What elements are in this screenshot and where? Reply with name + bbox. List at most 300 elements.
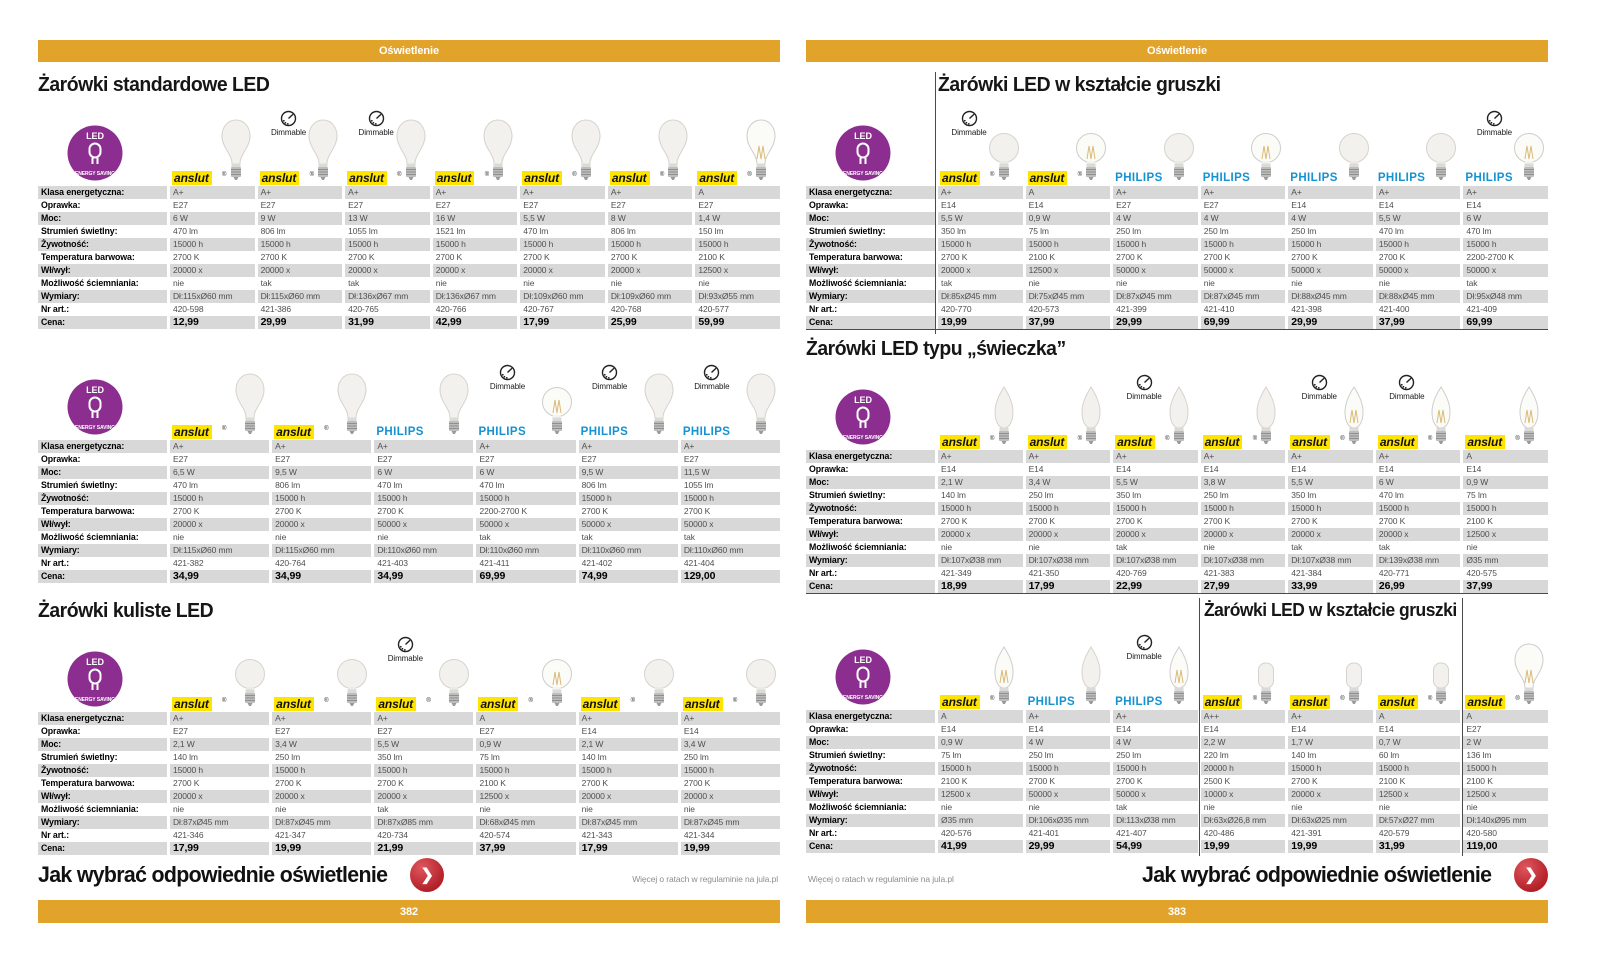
price-value: 19,99 bbox=[272, 842, 371, 855]
page-382 bbox=[38, 0, 780, 980]
spec-value: Dł:109xØ60 mm bbox=[608, 290, 693, 303]
spec-value: 420-579 bbox=[1378, 828, 1410, 838]
spec-value: E27 bbox=[377, 726, 393, 736]
spec-value: tak bbox=[1466, 278, 1478, 288]
spec-value: 15000 h bbox=[170, 764, 269, 777]
price-value: 29,99 bbox=[258, 316, 343, 329]
spec-value: 2700 K bbox=[523, 252, 550, 262]
spec-value: A+ bbox=[1113, 186, 1198, 199]
spec-value: 4 W bbox=[1201, 212, 1286, 225]
page-number: 382 bbox=[399, 905, 419, 918]
bulb-globe-clear-icon bbox=[1249, 117, 1283, 186]
spec-value: Dł:107xØ38 mm bbox=[1288, 554, 1373, 567]
spec-value: E14 bbox=[941, 200, 956, 210]
spec-value: 2,1 W bbox=[938, 476, 1023, 489]
spec-row-label: Klasa energetyczna: bbox=[806, 450, 935, 463]
spec-value: nie bbox=[173, 804, 185, 814]
spec-value: 15000 h bbox=[520, 238, 605, 251]
svg-text:ENERGY SAVING: ENERGY SAVING bbox=[843, 435, 883, 441]
spec-row-label: Cena: bbox=[38, 570, 167, 583]
svg-text:ENERGY SAVING: ENERGY SAVING bbox=[75, 425, 115, 431]
spec-value: 421-349 bbox=[941, 568, 972, 578]
dimmable-label: Dimmable bbox=[1389, 392, 1425, 401]
spec-value: 1521 lm bbox=[435, 226, 466, 236]
spec-value: 20000 x bbox=[938, 528, 1023, 541]
price-value: 37,99 bbox=[1026, 316, 1111, 329]
spec-value: 15000 h bbox=[1288, 762, 1373, 775]
spec-value: 15000 h bbox=[170, 492, 269, 505]
philips-logo: PHILIPS bbox=[580, 426, 629, 438]
registered-mark: ® bbox=[1077, 172, 1082, 178]
price-value: 19,99 bbox=[1288, 840, 1373, 853]
spec-value: A bbox=[695, 186, 780, 199]
spec-value: 9,5 W bbox=[579, 466, 678, 479]
anslut-logo: anslut bbox=[376, 697, 416, 711]
spec-value: 5,5 W bbox=[1113, 476, 1198, 489]
spec-value: 15000 h bbox=[608, 238, 693, 251]
spec-value: 140 lm bbox=[941, 490, 966, 500]
products-table bbox=[806, 370, 1548, 594]
spec-value: Dł:107xØ38 mm bbox=[1113, 554, 1198, 567]
product-header bbox=[374, 632, 473, 712]
spec-value: 250 lm bbox=[1116, 750, 1142, 760]
spec-value: 12500 x bbox=[938, 788, 1023, 801]
spec-row-label: Możliwość ściemniania: bbox=[41, 804, 139, 814]
spec-value: Dł:110xØ60 mm bbox=[579, 544, 678, 557]
anslut-logo: anslut bbox=[683, 697, 723, 711]
price-value: 74,99 bbox=[579, 570, 678, 583]
spec-value: E14 bbox=[1203, 464, 1219, 474]
spec-value: tak bbox=[260, 278, 272, 288]
spec-value: E14 bbox=[1028, 464, 1044, 474]
spec-value: E27 bbox=[523, 200, 539, 210]
product-header bbox=[1113, 106, 1198, 186]
spec-value: 15000 h bbox=[1288, 238, 1373, 251]
spec-row-label: Klasa energetyczna: bbox=[38, 712, 167, 725]
spec-value: nie bbox=[523, 278, 535, 288]
price-value: 17,99 bbox=[1026, 580, 1111, 593]
spec-value: E27 bbox=[1203, 200, 1219, 210]
anslut-logo: anslut bbox=[1203, 695, 1243, 709]
spec-value: 0,9 W bbox=[1026, 212, 1111, 225]
spec-value: nie bbox=[698, 278, 710, 288]
anslut-logo: anslut bbox=[260, 171, 300, 185]
product-header bbox=[170, 106, 255, 186]
spec-value: 806 lm bbox=[610, 226, 636, 236]
anslut-logo: anslut bbox=[940, 435, 980, 449]
spec-value: A+ bbox=[608, 186, 693, 199]
spec-value: 2,1 W bbox=[170, 738, 269, 751]
dimmable-label: Dimmable bbox=[1126, 652, 1162, 661]
spec-row-label: Temperatura barwowa: bbox=[41, 778, 135, 788]
spec-value: 250 lm bbox=[1291, 226, 1317, 236]
spec-value: 15000 h bbox=[681, 764, 780, 777]
spec-value: 421-350 bbox=[1028, 568, 1060, 578]
spec-value: 2100 K bbox=[1028, 252, 1055, 262]
spec-row-label: Oprawka: bbox=[41, 200, 81, 210]
spec-value: E14 bbox=[1291, 200, 1307, 210]
how-to-choose-cta[interactable] bbox=[1142, 854, 1548, 896]
spec-value: nie bbox=[173, 278, 185, 288]
spec-value: 350 lm bbox=[1291, 490, 1317, 500]
spec-row-label: Wymiary: bbox=[38, 544, 167, 557]
product-header bbox=[1026, 370, 1111, 450]
dimmable-icon bbox=[1471, 110, 1517, 137]
spec-value: 2700 K bbox=[1203, 516, 1231, 526]
category-banner-label: Oświetlenie bbox=[1146, 45, 1208, 57]
spec-value: 350 lm bbox=[377, 752, 403, 762]
spec-value: nie bbox=[1116, 278, 1128, 288]
spec-value: 3,4 W bbox=[1026, 476, 1111, 489]
section-title: Żarówki standardowe LED bbox=[38, 74, 270, 96]
spec-value: 11,5 W bbox=[681, 466, 780, 479]
spec-value: 3,8 W bbox=[1201, 476, 1286, 489]
spec-value: 2100 K bbox=[941, 776, 968, 786]
spec-value: 6 W bbox=[476, 466, 575, 479]
spec-value: 420-764 bbox=[275, 558, 306, 568]
price-value: 29,99 bbox=[1288, 316, 1373, 329]
spec-value: E27 bbox=[275, 726, 290, 736]
dimmable-label: Dimmable bbox=[951, 128, 987, 137]
spec-value: A bbox=[1463, 450, 1548, 463]
spec-value: 20000 x bbox=[1288, 528, 1373, 541]
spec-value: 420-769 bbox=[1116, 568, 1147, 578]
arrow-right-icon[interactable]: ❯ bbox=[1514, 858, 1548, 892]
spec-value: 50000 x bbox=[1201, 264, 1286, 277]
spec-value: E14 bbox=[941, 724, 956, 734]
anslut-logo: anslut bbox=[478, 697, 518, 711]
spec-value: E14 bbox=[1203, 724, 1219, 734]
spec-value: Dł:109xØ60 mm bbox=[520, 290, 605, 303]
spec-value: nie bbox=[941, 542, 953, 552]
spec-value: E27 bbox=[173, 454, 188, 464]
spec-value: nie bbox=[1028, 542, 1040, 552]
spec-value: 20000 x bbox=[1376, 528, 1461, 541]
spec-value: E14 bbox=[1291, 724, 1307, 734]
spec-value: 2700 K bbox=[581, 778, 608, 788]
spec-value: 15000 h bbox=[579, 492, 678, 505]
product-header bbox=[938, 106, 1023, 186]
page-383 bbox=[806, 0, 1548, 980]
spec-value: Dł:88xØ45 mm bbox=[1376, 290, 1461, 303]
spec-row-label: Moc: bbox=[38, 466, 167, 479]
spec-row-label: Żywotność: bbox=[806, 762, 935, 775]
spec-value: 15000 h bbox=[476, 764, 575, 777]
spec-value: 8 W bbox=[608, 212, 693, 225]
spec-value: 15000 h bbox=[1463, 238, 1548, 251]
spec-value: 20000 x bbox=[374, 790, 473, 803]
spec-value: Dł:75xØ45 mm bbox=[1026, 290, 1111, 303]
spec-value: A+ bbox=[272, 712, 371, 725]
spec-value: Dł:110xØ60 mm bbox=[374, 544, 473, 557]
spec-value: A+ bbox=[681, 712, 780, 725]
spec-value: A+ bbox=[1463, 186, 1548, 199]
spec-value: 20000 x bbox=[272, 790, 371, 803]
registered-mark: ® bbox=[222, 698, 227, 704]
registered-mark: ® bbox=[1515, 436, 1520, 442]
spec-value: 50000 x bbox=[681, 518, 780, 531]
registered-mark: ® bbox=[484, 172, 490, 178]
anslut-logo: anslut bbox=[1465, 435, 1505, 449]
spec-value: 420-574 bbox=[479, 830, 510, 840]
dimmable-label: Dimmable bbox=[1301, 392, 1337, 401]
spec-value: Dł:115xØ60 mm bbox=[170, 544, 269, 557]
bulb-a-icon bbox=[642, 371, 676, 440]
spec-value: 250 lm bbox=[1116, 226, 1142, 236]
spec-value: 420-767 bbox=[523, 304, 554, 314]
spec-value: 20000 x bbox=[170, 790, 269, 803]
product-header bbox=[1376, 106, 1461, 186]
registered-mark: ® bbox=[1515, 696, 1520, 702]
section-title: Żarówki LED w kształcie gruszki bbox=[938, 74, 1221, 96]
product-header bbox=[433, 106, 518, 186]
spec-value: tak bbox=[1291, 542, 1303, 552]
spec-value: A bbox=[1376, 710, 1461, 723]
philips-logo: PHILIPS bbox=[1290, 172, 1338, 184]
dimmable-icon bbox=[946, 110, 992, 137]
philips-logo: PHILIPS bbox=[1202, 172, 1251, 184]
spec-row-label: Nr art.: bbox=[809, 304, 838, 314]
anslut-logo: anslut bbox=[1290, 695, 1330, 709]
spec-value: 6 W bbox=[170, 212, 255, 225]
spec-value: Dł:110xØ60 mm bbox=[476, 544, 575, 557]
spec-value: 3,4 W bbox=[272, 738, 371, 751]
products-table bbox=[806, 630, 1548, 853]
bulb-a-icon bbox=[233, 371, 267, 440]
spec-value: 2700 K bbox=[1116, 516, 1143, 526]
spec-value: 50000 x bbox=[1463, 264, 1548, 277]
spec-value: 4 W bbox=[1113, 212, 1198, 225]
spec-value: 5,5 W bbox=[374, 738, 473, 751]
spec-value: 2100 K bbox=[479, 778, 506, 788]
spec-value: 806 lm bbox=[581, 480, 607, 490]
anslut-logo: anslut bbox=[940, 171, 980, 185]
dimmable-label: Dimmable bbox=[358, 128, 394, 137]
dimmable-icon bbox=[484, 364, 530, 391]
spec-value: 12500 x bbox=[1376, 788, 1461, 801]
spec-value: nie bbox=[1291, 278, 1303, 288]
dimmable-icon bbox=[689, 364, 735, 391]
spec-value: 20000 x bbox=[258, 264, 343, 277]
spec-value: 2700 K bbox=[941, 252, 968, 262]
product-header bbox=[1201, 370, 1286, 450]
spec-value: 421-400 bbox=[1378, 304, 1410, 314]
spec-value: 0,9 W bbox=[1463, 476, 1548, 489]
spec-row-label: Oprawka: bbox=[809, 200, 849, 210]
spec-value: E14 bbox=[1028, 724, 1044, 734]
spec-value: 421-403 bbox=[377, 558, 408, 568]
spec-value: 140 lm bbox=[581, 752, 607, 762]
spec-value: E14 bbox=[1466, 200, 1482, 210]
spec-value: Dł:140xØ95 mm bbox=[1463, 814, 1548, 827]
spec-row-label: Nr art.: bbox=[809, 828, 838, 838]
spec-value: tak bbox=[479, 532, 491, 542]
spec-row-label: Wymiary: bbox=[38, 816, 167, 829]
spec-value: Dł:115xØ60 mm bbox=[170, 290, 255, 303]
dimmable-icon bbox=[1384, 374, 1430, 401]
registered-mark: ® bbox=[1340, 436, 1345, 442]
spec-value: 2100 K bbox=[1378, 776, 1406, 786]
anslut-logo: anslut bbox=[522, 171, 562, 185]
dimmable-label: Dimmable bbox=[592, 382, 628, 391]
spec-value: E27 bbox=[698, 200, 714, 210]
spec-value: E14 bbox=[1466, 464, 1482, 474]
spec-value: 421-386 bbox=[260, 304, 292, 314]
spec-value: 2700 K bbox=[1378, 252, 1406, 262]
spec-value: 1055 lm bbox=[683, 480, 714, 490]
product-header bbox=[1113, 630, 1198, 710]
spec-value: nie bbox=[1378, 802, 1390, 812]
product-header bbox=[579, 632, 678, 712]
spec-value: tak bbox=[377, 804, 389, 814]
bulb-globe-icon bbox=[1424, 117, 1458, 186]
anslut-logo: anslut bbox=[610, 171, 650, 185]
svg-text:LED: LED bbox=[86, 657, 104, 667]
spec-value: 421-343 bbox=[581, 830, 613, 840]
spec-value: 15000 h bbox=[1463, 762, 1548, 775]
led-energy-saving-badge-icon bbox=[806, 106, 935, 186]
spec-value: 20000 x bbox=[170, 518, 269, 531]
spec-row-label: Cena: bbox=[38, 842, 167, 855]
spec-value: 1,7 W bbox=[1288, 736, 1373, 749]
price-value: 18,99 bbox=[938, 580, 1023, 593]
price-value: 119,00 bbox=[1463, 840, 1548, 853]
spec-row-label: Moc: bbox=[806, 212, 935, 225]
spec-value: 421-391 bbox=[1291, 828, 1322, 838]
bulb-candle-icon bbox=[1074, 641, 1108, 710]
spec-value: nie bbox=[581, 804, 593, 814]
spec-value: 15000 h bbox=[170, 238, 255, 251]
spec-value: Ø35 mm bbox=[1463, 554, 1548, 567]
spec-value: 15000 h bbox=[374, 492, 473, 505]
spec-value: E27 bbox=[683, 454, 699, 464]
spec-row-label: Wł/wył: bbox=[38, 790, 167, 803]
arrow-right-icon[interactable]: ❯ bbox=[410, 858, 444, 892]
spec-row-label: Wł/wył: bbox=[38, 518, 167, 531]
spec-value: 15000 h bbox=[272, 764, 371, 777]
spec-row-label: Żywotność: bbox=[38, 764, 167, 777]
spec-row-label: Strumień świetlny: bbox=[41, 226, 118, 236]
spec-value: 421-401 bbox=[1028, 828, 1060, 838]
spec-value: 75 lm bbox=[1028, 226, 1049, 236]
spec-value: 2700 K bbox=[173, 252, 200, 262]
spec-row-label: Temperatura barwowa: bbox=[809, 252, 903, 262]
spec-value: E14 bbox=[1378, 200, 1394, 210]
spec-value: 75 lm bbox=[1466, 490, 1487, 500]
spec-value: 421-382 bbox=[173, 558, 204, 568]
anslut-logo: anslut bbox=[1115, 435, 1155, 449]
spec-value: 2700 K bbox=[260, 252, 287, 262]
svg-text:ENERGY SAVING: ENERGY SAVING bbox=[75, 697, 115, 703]
spec-value: A+ bbox=[520, 186, 605, 199]
spec-value: 60 lm bbox=[1378, 750, 1400, 760]
product-header bbox=[1113, 370, 1198, 450]
spec-value: nie bbox=[1028, 278, 1040, 288]
spec-value: 420-770 bbox=[941, 304, 972, 314]
page-number-bar bbox=[38, 900, 780, 923]
spec-value: 2700 K bbox=[1291, 252, 1318, 262]
spec-value: 15000 h bbox=[433, 238, 518, 251]
how-to-choose-cta[interactable] bbox=[38, 854, 444, 896]
spec-value: 2500 K bbox=[1203, 776, 1231, 786]
spec-row-label: Nr art.: bbox=[41, 558, 70, 568]
spec-value: 6 W bbox=[1463, 212, 1548, 225]
price-value: 26,99 bbox=[1376, 580, 1461, 593]
spec-value: nie bbox=[479, 804, 491, 814]
spec-value: Dł:87xØ45 mm bbox=[272, 816, 371, 829]
led-energy-saving-badge-icon bbox=[38, 360, 167, 440]
registered-mark: ® bbox=[222, 172, 227, 178]
spec-value: E27 bbox=[610, 200, 626, 210]
spec-value: A bbox=[476, 712, 575, 725]
spec-value: 2700 K bbox=[610, 252, 638, 262]
spec-value: Dł:107xØ38 mm bbox=[1026, 554, 1111, 567]
dimmable-label: Dimmable bbox=[1126, 392, 1162, 401]
spec-value: 15000 h bbox=[938, 502, 1023, 515]
product-header bbox=[170, 632, 269, 712]
product-header bbox=[938, 370, 1023, 450]
spec-value: A+ bbox=[1288, 186, 1373, 199]
spec-value: 9 W bbox=[258, 212, 343, 225]
spec-value: 350 lm bbox=[1116, 490, 1142, 500]
anslut-logo: anslut bbox=[1028, 435, 1068, 449]
spec-value: 250 lm bbox=[683, 752, 709, 762]
category-banner bbox=[38, 40, 780, 62]
bulb-a-icon bbox=[744, 371, 778, 440]
spec-value: Dł:88xØ45 mm bbox=[1288, 290, 1373, 303]
spec-value: 5,5 W bbox=[938, 212, 1023, 225]
spec-value: E27 bbox=[377, 454, 393, 464]
dimmable-label: Dimmable bbox=[489, 382, 526, 391]
spec-row-label: Oprawka: bbox=[809, 724, 849, 734]
price-value: 19,99 bbox=[1201, 840, 1286, 853]
spec-value: A+ bbox=[170, 712, 269, 725]
spec-value: nie bbox=[275, 532, 287, 542]
spec-row-label: Strumień świetlny: bbox=[41, 752, 118, 762]
spec-value: 421-399 bbox=[1116, 304, 1147, 314]
spec-value: 2700 K bbox=[1028, 516, 1055, 526]
dimmable-icon bbox=[1296, 374, 1342, 401]
section-kuliste-led bbox=[38, 600, 780, 855]
anslut-logo: anslut bbox=[1290, 435, 1330, 449]
page-number: 383 bbox=[1167, 905, 1187, 918]
spec-value: 2700 K bbox=[1378, 516, 1406, 526]
spec-row-label: Wymiary: bbox=[806, 814, 935, 827]
spec-value: 12500 x bbox=[1026, 264, 1111, 277]
spec-value: 421-402 bbox=[581, 558, 613, 568]
price-value: 41,99 bbox=[938, 840, 1023, 853]
spec-value: nie bbox=[275, 804, 287, 814]
spec-value: Dł:136xØ67 mm bbox=[345, 290, 430, 303]
spec-row-label: Oprawka: bbox=[809, 464, 849, 474]
spec-value: 15000 h bbox=[1113, 238, 1198, 251]
spec-value: 421-404 bbox=[683, 558, 715, 568]
product-header bbox=[1288, 106, 1373, 186]
spec-value: 15000 h bbox=[1113, 502, 1198, 515]
product-header bbox=[476, 360, 575, 440]
spec-value: 420-598 bbox=[173, 304, 204, 314]
anslut-logo: anslut bbox=[581, 697, 621, 711]
spec-value: 470 lm bbox=[1466, 226, 1492, 236]
spec-value: 20000 x bbox=[1026, 528, 1111, 541]
spec-row-label: Klasa energetyczna: bbox=[806, 186, 935, 199]
price-value: 34,99 bbox=[170, 570, 269, 583]
philips-logo: PHILIPS bbox=[376, 426, 424, 438]
spec-value: A+ bbox=[681, 440, 780, 453]
spec-value: A+ bbox=[1376, 186, 1461, 199]
installments-note: Więcej o ratach w regulaminie na jula.pl bbox=[808, 874, 954, 884]
spec-value: 420-573 bbox=[1028, 304, 1060, 314]
